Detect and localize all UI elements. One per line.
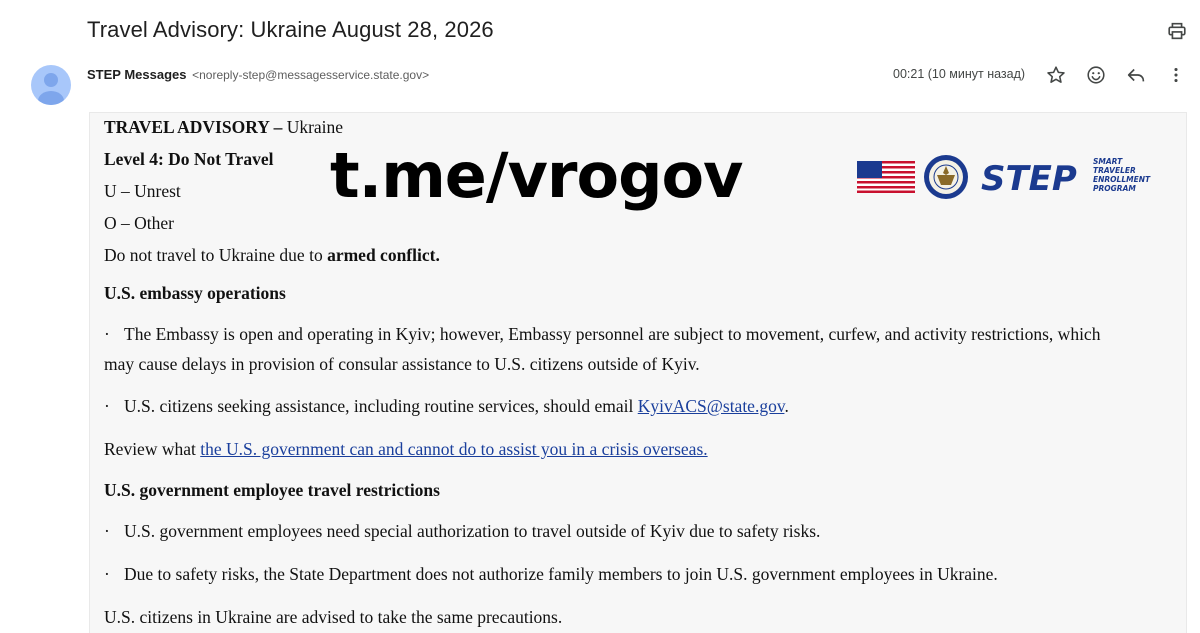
emoji-icon[interactable] — [1085, 64, 1107, 86]
bullet-mark: · — [104, 396, 110, 416]
crisis-assistance-link[interactable]: the U.S. government can and cannot do to assist you in a crisis overseas. — [200, 439, 708, 459]
sender-name[interactable]: STEP Messages — [87, 67, 187, 82]
print-icon[interactable] — [1166, 20, 1188, 42]
tagline-line-2: TRAVELER — [1093, 166, 1136, 175]
watermark-text: t.me/vrogov — [330, 139, 743, 212]
summary-text: Do not travel to Ukraine due to — [104, 245, 328, 265]
embassy-bullet-1-line-1: The Embassy is open and operating in Kyiv; however, Embassy personnel are subject to movement, curfew, and activity restrictions, which — [124, 324, 1101, 344]
risk-other: O – Other — [104, 213, 174, 233]
advisory-title — [104, 115, 343, 139]
kyivacs-email-link[interactable]: KyivACS@state.gov — [637, 396, 785, 416]
tagline-line-1: SMART — [1093, 157, 1123, 166]
star-icon[interactable] — [1045, 64, 1067, 86]
employee-bullet-2-text: Due to safety risks, the State Department does not authorize family members to join U.S. government employees in Ukraine. — [124, 564, 998, 584]
advisory-summary — [104, 243, 440, 267]
embassy-bullet-2-text: U.S. citizens seeking assistance, including routine services, should email — [124, 396, 638, 416]
advisory-country: Ukraine — [282, 117, 344, 137]
embassy-bullet-2 — [104, 394, 789, 418]
embassy-heading: U.S. embassy operations — [104, 283, 286, 303]
step-logo — [855, 151, 1155, 203]
bullet-mark: · — [104, 564, 110, 584]
bullet-mark: · — [104, 324, 110, 344]
summary-bold: armed conflict. — [327, 245, 440, 265]
email-subject: Travel Advisory: Ukraine August 28, 2026 — [87, 17, 494, 42]
embassy-bullet-1-line-2: may cause delays in provision of consular assistance to U.S. citizens outside of Kyiv. — [104, 354, 700, 374]
us-flag-icon — [857, 161, 915, 193]
reply-icon[interactable] — [1125, 64, 1147, 86]
employee-bullet-2 — [104, 562, 998, 586]
advisory-level: Level 4: Do Not Travel — [104, 149, 274, 169]
employee-bullet-1 — [104, 519, 820, 543]
embassy-bullet-1 — [104, 322, 1100, 346]
person-icon — [31, 65, 71, 105]
sender-avatar[interactable] — [31, 65, 71, 105]
closing-line: U.S. citizens in Ukraine are advised to take the same precautions. — [104, 607, 563, 627]
review-line — [104, 437, 708, 461]
tagline-line-4: PROGRAM — [1093, 184, 1136, 193]
state-department-seal-icon — [924, 155, 968, 199]
bullet-mark: · — [104, 521, 110, 541]
sender-line — [87, 67, 429, 82]
risk-unrest: U – Unrest — [104, 181, 181, 201]
embassy-bullet-2-period: . — [784, 396, 789, 416]
step-wordmark: STEP — [981, 159, 1077, 199]
review-text: Review what — [104, 439, 201, 459]
employee-bullet-1-text: U.S. government employees need special authorization to travel outside of Kyiv due to safety risks. — [124, 521, 821, 541]
employee-heading: U.S. government employee travel restrictions — [104, 480, 440, 500]
tagline-line-3: ENROLLMENT — [1093, 175, 1151, 184]
more-vertical-icon[interactable] — [1165, 64, 1187, 86]
email-timestamp: 00:21 (10 минут назад) — [893, 67, 1026, 81]
advisory-title-label: TRAVEL ADVISORY – — [104, 117, 283, 137]
sender-email: <noreply-step@messagesservice.state.gov> — [192, 68, 430, 82]
